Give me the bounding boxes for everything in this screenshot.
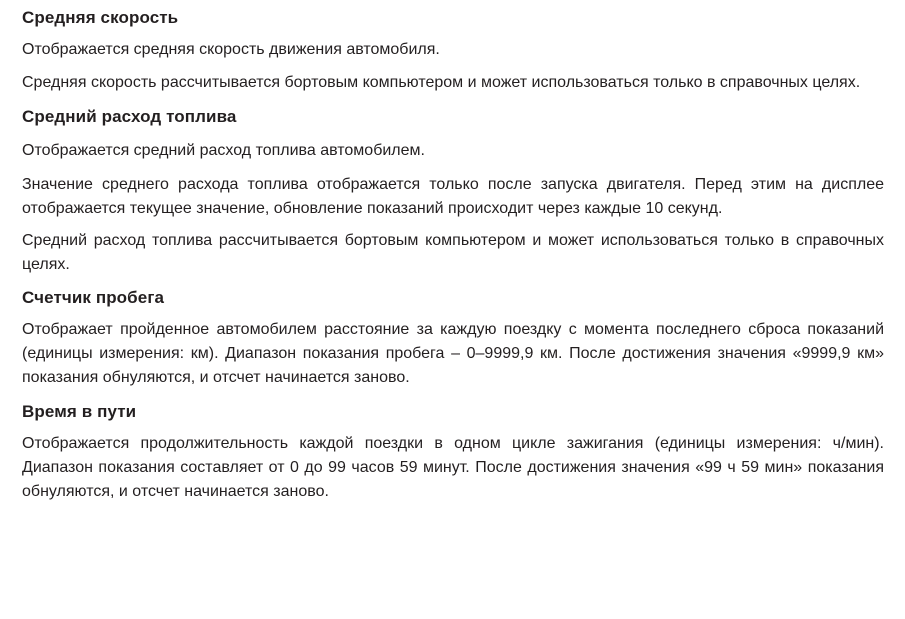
section-heading: Счетчик пробега [22, 288, 165, 307]
section-paragraph: Отображается средняя скорость движения автомобиля. [22, 41, 440, 58]
section-paragraph: Средняя скорость рассчитывается бортовым компьютером и может использоваться только в справочных целях. [22, 74, 861, 91]
section-paragraph: Значение среднего расхода топлива отображается только после запуска двигателя. Перед этим на дисплее отображается текущее значение, обновление показаний происходит через каждые 10 секунд. [22, 176, 884, 217]
section-paragraph: Отображает пройденное автомобилем расстояние за каждую поездку с момента последнего сброса показаний (единицы измерения: км). Диапазон показания пробега – 0–9999,9 км. После достижения значения «9999,9 км» показания обнуляются, и отсчет начинается заново. [22, 321, 884, 386]
section-paragraph: Средний расход топлива рассчитывается бортовым компьютером и может использоваться только в справочных целях. [22, 232, 884, 273]
section-average-speed [22, 5, 884, 95]
section-heading: Средний расход топлива [22, 107, 237, 126]
section-trip-odometer [22, 285, 884, 390]
section-paragraph: Отображается продолжительность каждой поездки в одном цикле зажигания (единицы измерения: ч/мин). Диапазон показания составляет от 0 до 99 часов 59 минут. После достижения значения «99 ч 59 мин» показания обнуляются, и отсчет начинается заново. [22, 435, 884, 500]
section-paragraph: Отображается средний расход топлива автомобилем. [22, 142, 425, 159]
section-heading: Средняя скорость [22, 8, 179, 27]
section-average-fuel-consumption [22, 104, 884, 277]
section-travel-time [22, 399, 884, 504]
section-heading: Время в пути [22, 402, 137, 421]
document-body [22, 0, 884, 504]
